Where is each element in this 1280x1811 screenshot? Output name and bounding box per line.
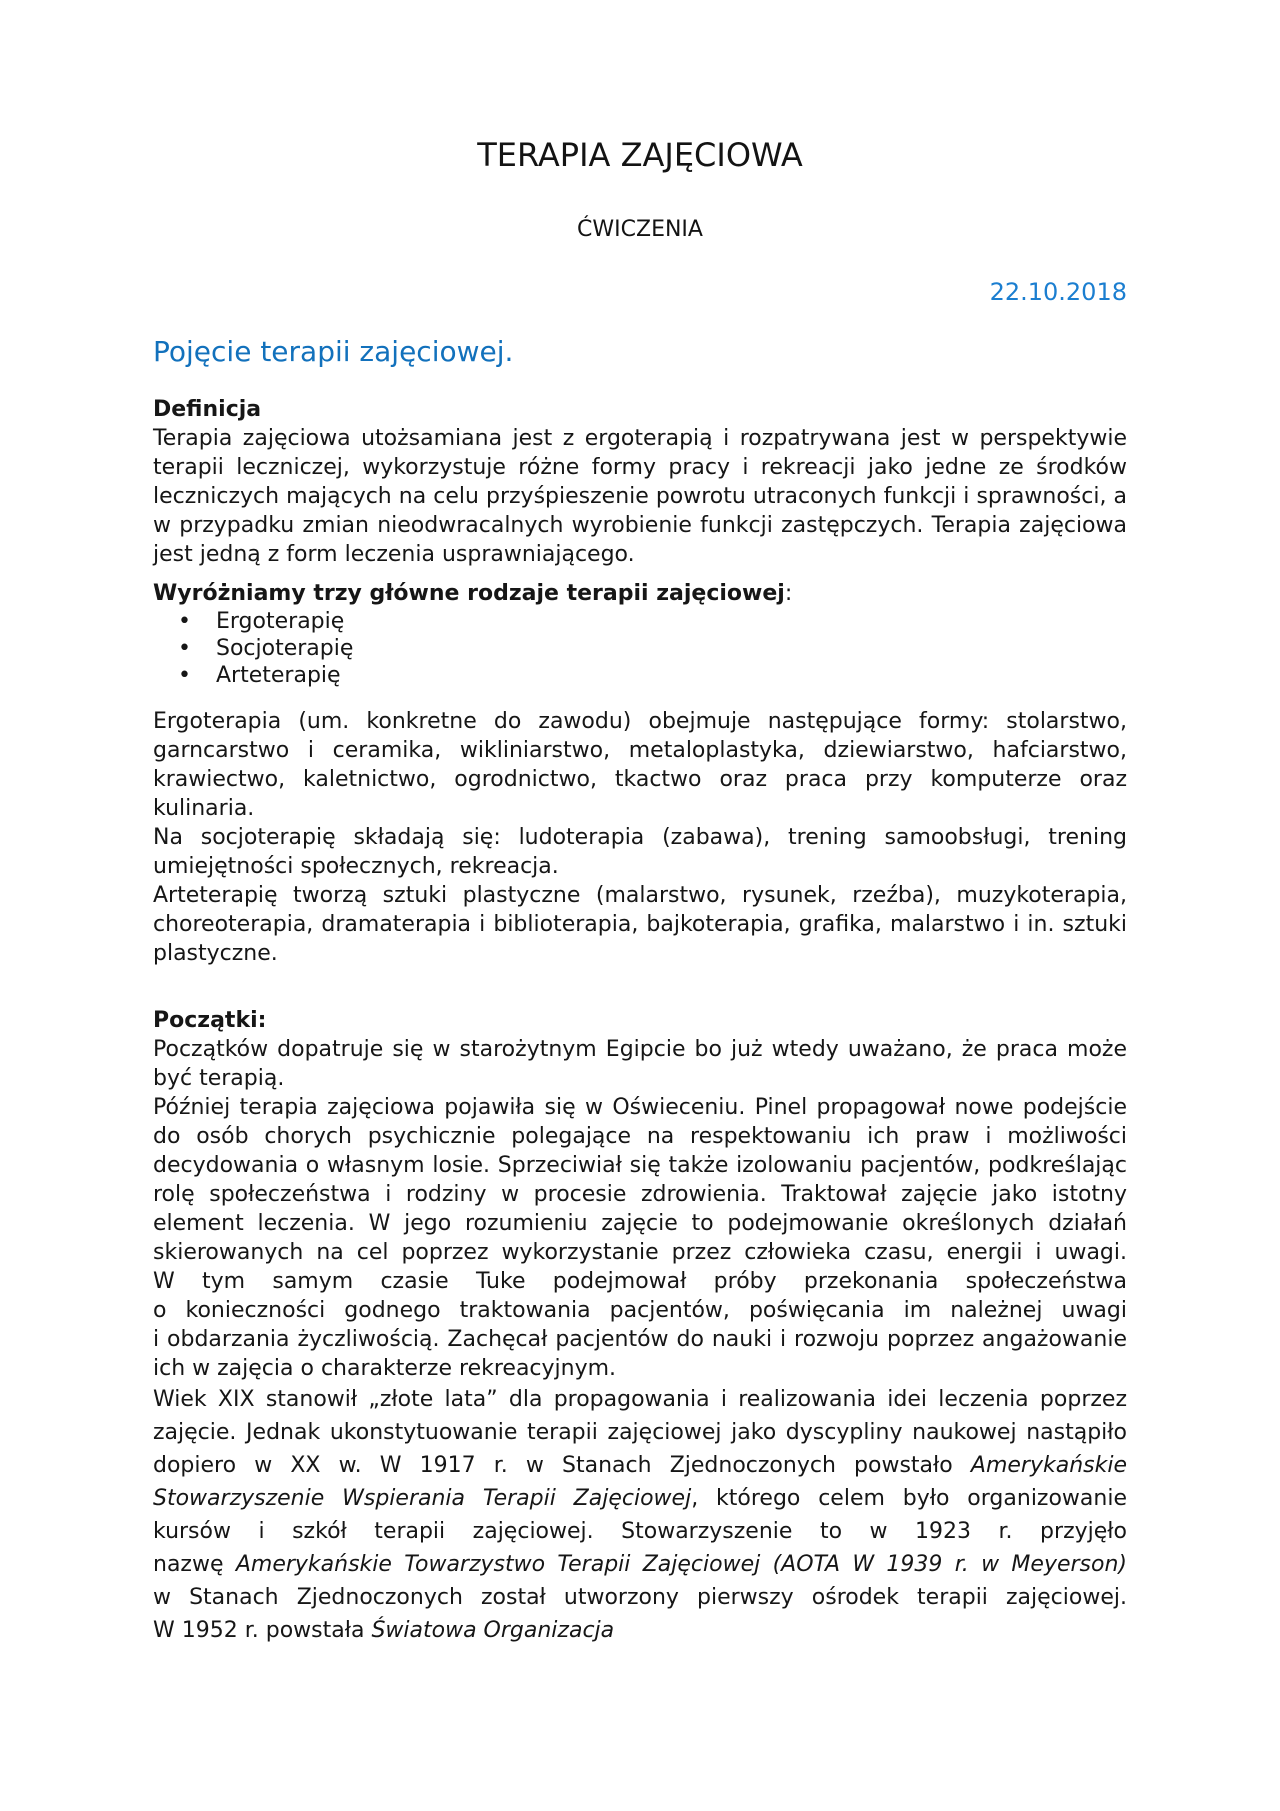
list-item-label: Arteterapię bbox=[216, 663, 341, 688]
beginnings-paragraph-2: Później terapia zajęciowa pojawiła się w Oświeceniu. Pinel propagował nowe podejście do osób chorych psychicznie polegające na respektowaniu ich praw i możliwości decydowania o własnym losie. Sprzeciwiał się także izolowaniu pacjentów, podkreślając rolę społeczeństwa i rodziny w procesie zdrowienia. Traktował zajęcie jako istotny element leczenia. W jego rozumieniu zajęcie to podejmowanie określonych działań skierowanych na cel poprzez wykorzystanie przez człowieka czasu, energii i uwagi. W tym samym czasie Tuke podejmował próby przekonania społeczeństwa o konieczności godnego traktowania pacjentów, poświęcania im należnej uwagi i obdarzania życzliwością. Zachęcał pacjentów do nauki i rozwoju poprzez angażowanie ich w zajęcia o charakterze rekreacyjnym. bbox=[153, 1095, 1127, 1381]
definition-paragraph: Terapia zajęciowa utożsamiana jest z ergoterapią i rozpatrywana jest w perspektywie terapii leczniczej, wykorzystuje różne formy pracy i rekreacji jako jedne ze środków leczniczych mających na celu przyśpieszenie powrotu utraconych funkcji i sprawności, a w przypadku zmian nieodwracalnych wyrobienie funkcji zastępczych. Terapia zajęciowa jest jedną z form leczenia usprawniającego. bbox=[153, 426, 1127, 567]
bullet-icon: • bbox=[178, 609, 191, 634]
bullet-icon: • bbox=[178, 663, 191, 688]
types-heading bbox=[153, 579, 1127, 608]
list-item bbox=[153, 635, 1127, 662]
history-paragraph: Wiek XIX stanowił „złote lata” dla propagowania i realizowania idei leczenia poprzez zajęcie. Jednak ukonstytuowanie terapii zajęciowej jako dyscypliny naukowej nastąpiło dopiero w XX w. W 1917 r. w Stanach Zjednoczonych powstało Amerykańskie Stowarzyszenie Wspierania Terapii Zajęciowej, którego celem było organizowanie kursów i szkół terapii zajęciowej. Stowarzyszenie to w 1923 r. przyjęło nazwę Amerykańskie Towarzystwo Terapii Zajęciowej (AOTA W 1939 r. w Meyerson) w Stanach Zjednoczonych został utworzony pierwszy ośrodek terapii zajęciowej. W 1952 r. powstała Światowa Organizacja bbox=[153, 1387, 1128, 1643]
list-item bbox=[153, 662, 1127, 689]
types-heading-text: Wyróżniamy trzy główne rodzaje terapii zajęciowej bbox=[153, 581, 785, 606]
beginnings-label: Początki: bbox=[153, 1008, 267, 1033]
definition-label: Definicja bbox=[153, 397, 262, 422]
list-item bbox=[153, 608, 1127, 635]
document-subtitle: ĆWICZENIA bbox=[577, 217, 703, 242]
types-list bbox=[153, 608, 1127, 689]
ergotherapy-paragraph: Ergoterapia (um. konkretne do zawodu) obejmuje następujące formy: stolarstwo, garncarstwo i ceramika, wikliniarstwo, metaloplastyka, dziewiarstwo, hafciarstwo, krawiectwo, kaletnictwo, ogrodnictwo, tkactwo oraz praca przy komputerze oraz kulinaria. bbox=[153, 709, 1127, 821]
arttherapy-paragraph: Arteterapię tworzą sztuki plastyczne (malarstwo, rysunek, rzeźba), muzykoterapia, choreoterapia, dramaterapia i biblioterapia, bajkoterapia, grafika, malarstwo i in. sztuki plastyczne. bbox=[153, 883, 1127, 966]
section-heading: Pojęcie terapii zajęciowej. bbox=[153, 335, 514, 368]
beginnings-paragraph-1: Początków dopatruje się w starożytnym Egipcie bo już wtedy uważano, że praca może być terapią. bbox=[153, 1037, 1127, 1091]
document-date: 22.10.2018 bbox=[989, 278, 1127, 306]
types-heading-colon: : bbox=[784, 581, 793, 606]
document-title: TERAPIA ZAJĘCIOWA bbox=[477, 136, 803, 174]
list-item-label: Ergoterapię bbox=[216, 609, 345, 634]
sociotherapy-paragraph: Na socjoterapię składają się: ludoterapia (zabawa), trening samoobsługi, trening umiejętności społecznych, rekreacja. bbox=[153, 825, 1127, 879]
list-item-label: Socjoterapię bbox=[216, 636, 354, 661]
bullet-icon: • bbox=[178, 636, 191, 661]
